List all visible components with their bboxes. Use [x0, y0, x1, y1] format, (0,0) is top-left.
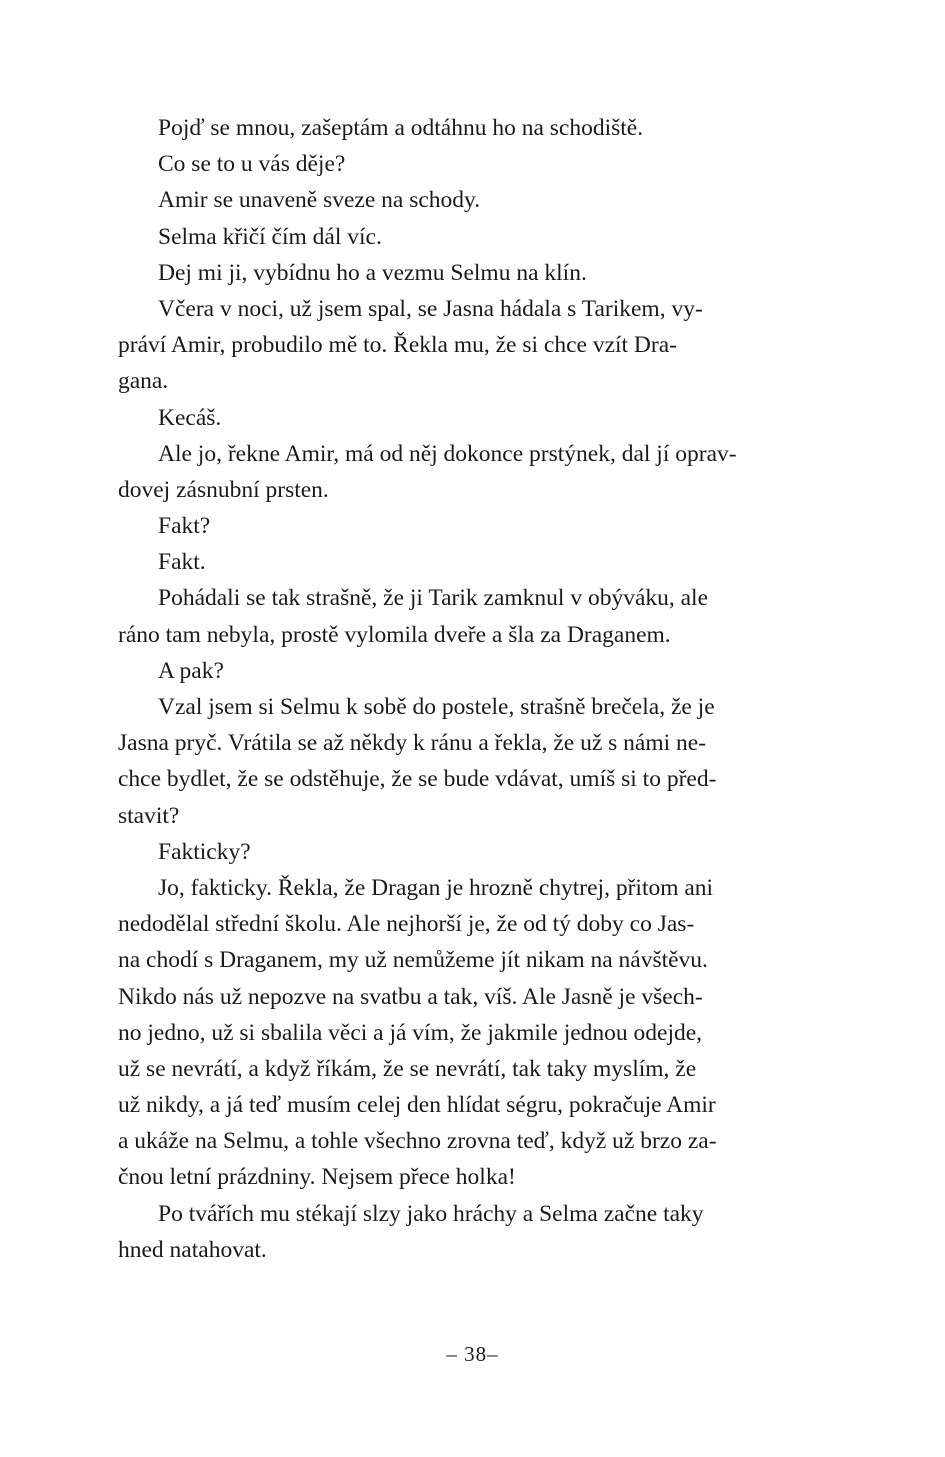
text-line: na chodí s Draganem, my už nemůžeme jít nikam na návštěvu.: [118, 947, 708, 974]
text-line: Fakt.: [158, 549, 206, 576]
text-line: Fakt?: [158, 513, 211, 540]
text-line: nedodělal střední školu. Ale nejhorší je, že od tý doby co Jas-: [118, 911, 695, 938]
page-number: – 38–: [446, 1342, 499, 1366]
text-line: hned natahovat.: [118, 1236, 267, 1263]
text-line: Pohádali se tak strašně, že ji Tarik zamknul v obýváku, ale: [158, 585, 709, 612]
text-line: už nikdy, a já teď musím celej den hlídat ségru, pokračuje Amir: [118, 1092, 716, 1119]
text-line: Jasna pryč. Vrátila se až někdy k ránu a řekla, že už s námi ne-: [118, 730, 707, 757]
text-line: Co se to u vás děje?: [158, 151, 346, 178]
text-line: Amir se unaveně sveze na schody.: [158, 187, 481, 214]
text-line: Selma křičí čím dál víc.: [158, 223, 382, 250]
text-line: Po tvářích mu stékají slzy jako hráchy a Selma začne taky: [158, 1200, 704, 1227]
text-line: ráno tam nebyla, prostě vylomila dveře a šla za Draganem.: [118, 621, 671, 648]
text-line: stavit?: [118, 802, 180, 829]
body-text: [118, 110, 796, 1268]
text-line: Kecáš.: [158, 404, 222, 431]
text-line: Nikdo nás už nepozve na svatbu a tak, víš. Ale Jasně je všech-: [118, 983, 703, 1010]
text-line: čnou letní prázdniny. Nejsem přece holka!: [118, 1164, 516, 1191]
text-line: už se nevrátí, a když říkám, že se nevrátí, tak taky myslím, že: [118, 1055, 697, 1082]
text-line: no jedno, už si sbalila věci a já vím, že jakmile jednou odejde,: [118, 1019, 703, 1046]
text-line: práví Amir, probudilo mě to. Řekla mu, že si chce vzít Dra-: [118, 332, 677, 359]
text-line: Včera v noci, už jsem spal, se Jasna hádala s Tarikem, vy-: [158, 295, 703, 322]
text-line: A pak?: [158, 657, 224, 684]
text-line: gana.: [118, 368, 169, 395]
text-line: dovej zásnubní prsten.: [118, 476, 329, 503]
text-line: Dej mi ji, vybídnu ho a vezmu Selmu na klín.: [158, 259, 587, 286]
text-line: Pojď se mnou, zašeptám a odtáhnu ho na schodiště.: [158, 115, 644, 141]
text-line: a ukáže na Selmu, a tohle všechno zrovna teď, když už brzo za-: [118, 1128, 717, 1155]
text-line: Jo, fakticky. Řekla, že Dragan je hrozně chytrej, přitom ani: [158, 874, 714, 901]
text-line: chce bydlet, že se odstěhuje, že se bude vdávat, umíš si to před-: [118, 766, 717, 793]
text-line: Ale jo, řekne Amir, má od něj dokonce prstýnek, dal jí oprav-: [158, 440, 737, 467]
text-line: Fakticky?: [158, 838, 251, 865]
text-line: Vzal jsem si Selmu k sobě do postele, strašně brečela, že je: [158, 694, 715, 720]
